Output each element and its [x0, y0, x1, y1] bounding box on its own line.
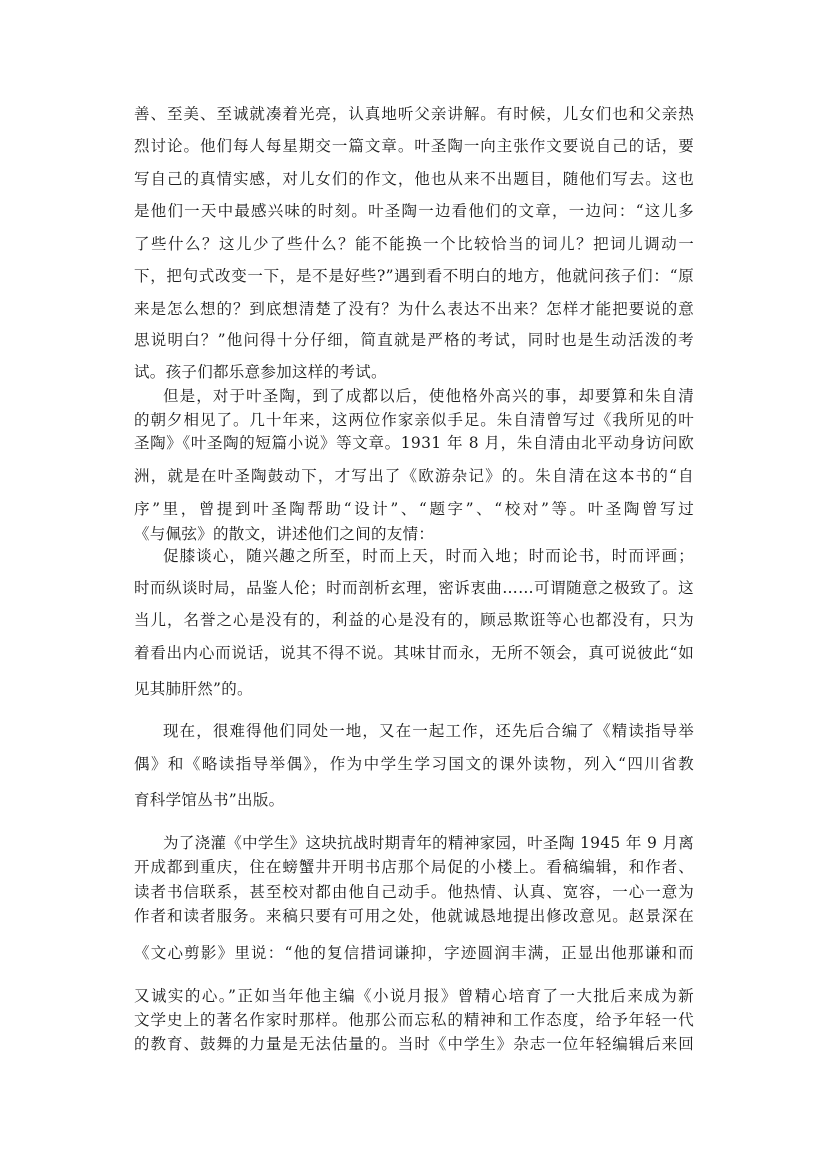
text-line: 洲，就是在叶圣陶鼓动下，才写出了《欧游杂记》的。朱自清在这本书的“自 — [134, 467, 694, 485]
text-line: 思说明白？”他问得十分仔细，简直就是严格的考试，同时也是生动活泼的考 — [134, 331, 694, 349]
text-line: 《与佩弦》的散文，讲述他们之间的友情： — [134, 525, 435, 543]
text-line: 读者书信联系，甚至校对都由他自己动手。他热情、认真、宽容，一心一意为 — [134, 883, 694, 901]
text-line: 作者和读者服务。来稿只要有可用之处，他就诚恳地提出修改意见。赵景深在 — [134, 907, 694, 925]
text-line: 《文心剪影》里说：“他的复信措词谦抑，字迹圆润丰满，正显出他那谦和而 — [134, 944, 694, 962]
text-line: 见其肺肝然”的。 — [134, 680, 253, 698]
text-line: 序”里，曾提到叶圣陶帮助“设计”、“题字”、“校对”等。叶圣陶曾写过 — [134, 500, 694, 518]
text-line: 又诚实的心。”正如当年他主编《小说月报》曾精心培育了一大批后来成为新 — [134, 987, 694, 1005]
text-line: 写自己的真情实感，对儿女们的作文，他也从来不出题目，随他们写去。这也 — [134, 170, 694, 188]
text-line: 偶》和《略读指导举偶》，作为中学生学习国文的课外读物，列入“四川省教 — [134, 755, 694, 773]
text-line: 的教育、鼓舞的力量是无法估量的。当时《中学生》杂志一位年轻编辑后来回 — [134, 1035, 694, 1053]
text-line: 但是，对于叶圣陶，到了成都以后，使他格外高兴的事，却要算和朱自清 — [163, 387, 694, 405]
text-line: 促膝谈心，随兴趣之所至，时而上天，时而入地；时而论书，时而评画； — [163, 547, 694, 565]
text-line: 文学史上的著名作家时那样。他那公而忘私的精神和工作态度，给予年轻一代 — [134, 1011, 694, 1029]
text-line: 试。孩子们都乐意参加这样的考试。 — [134, 363, 387, 381]
text-line: 烈讨论。他们每人每星期交一篇文章。叶圣陶一向主张作文要说自己的话，要 — [134, 137, 694, 155]
text-line: 了些什么？这儿少了些什么？能不能换一个比较恰当的词儿？把词儿调动一 — [134, 235, 694, 253]
text-line: 现在，很难得他们同处一地，又在一起工作，还先后合编了《精读指导举 — [163, 722, 694, 740]
text-line: 着看出内心而说话，说其不得不说。其味甘而永，无所不领会，真可说彼此“如 — [134, 644, 694, 662]
text-line: 开成都到重庆，住在螃蟹井开明书店那个局促的小楼上。看稿编辑，和作者、 — [134, 858, 694, 876]
text-line: 时而纵谈时局，品鉴人伦；时而剖析玄理，密诉衷曲……可谓随意之极致了。这 — [134, 579, 694, 597]
text-line: 善、至美、至诚就凑着光亮，认真地听父亲讲解。有时候，儿女们也和父亲热 — [134, 105, 694, 123]
text-line: 为了浇灌《中学生》这块抗战时期青年的精神家园，叶圣陶 1945 年 9 月离 — [163, 834, 694, 852]
text-line: 圣陶》《叶圣陶的短篇小说》等文章。1931 年 8 月，朱自清由北平动身访问欧 — [134, 434, 694, 452]
text-line: 育科学馆丛书”出版。 — [134, 791, 285, 809]
text-line: 下，把句式改变一下，是不是好些?”遇到看不明白的地方，他就问孩子们：“原 — [134, 267, 694, 285]
text-line: 的朝夕相见了。几十年来，这两位作家亲似手足。朱自清曾写过《我所见的叶 — [134, 411, 694, 429]
text-line: 当儿，名誉之心是没有的，利益的心是没有的，顾忌欺诳等心也都没有，只为 — [134, 611, 694, 629]
text-line: 是他们一天中最感兴味的时刻。叶圣陶一边看他们的文章，一边问：“这儿多 — [134, 202, 694, 220]
text-line: 来是怎么想的？到底想清楚了没有？为什么表达不出来？怎样才能把要说的意 — [134, 300, 694, 318]
